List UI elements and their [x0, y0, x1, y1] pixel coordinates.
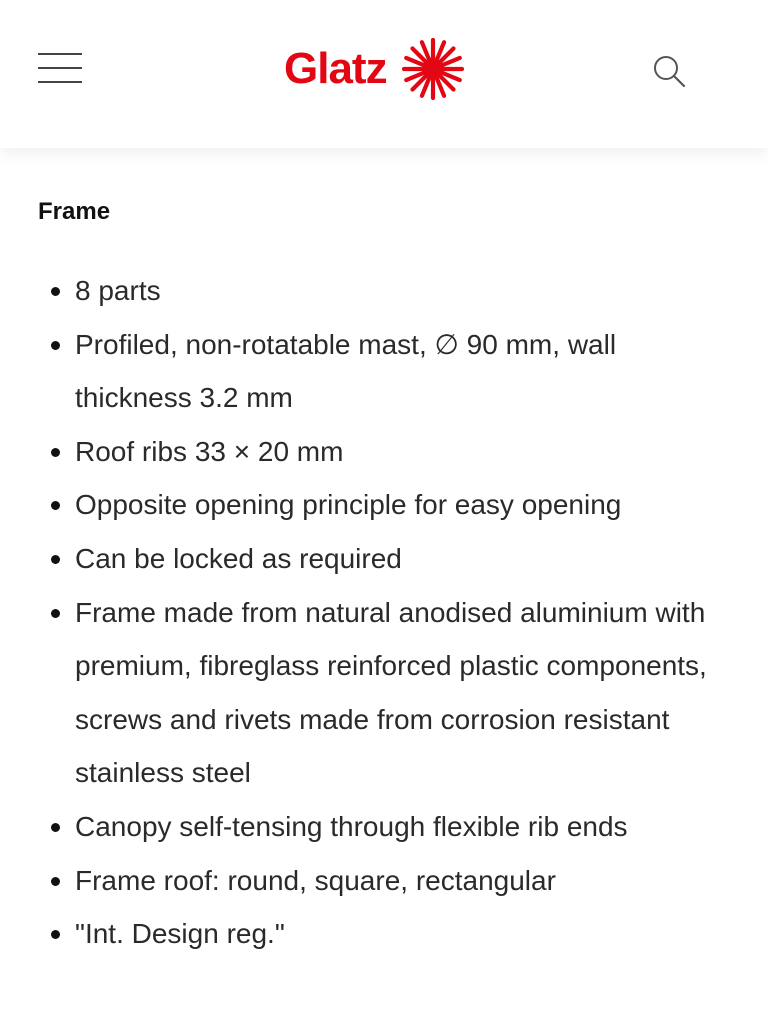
spec-list [38, 264, 738, 961]
list-item: 8 parts [38, 264, 738, 318]
bullet-icon [51, 287, 60, 296]
frame-specs-section [38, 190, 738, 961]
bullet-icon [51, 823, 60, 832]
bullet-icon [51, 501, 60, 510]
list-item: "Int. Design reg." [38, 907, 738, 961]
list-item: Profiled, non-rotatable mast, ∅ 90 mm, wall thickness 3.2 mm [38, 318, 738, 425]
list-item: Canopy self-tensing through flexible rib ends [38, 800, 738, 854]
sunburst-logo-icon [401, 37, 465, 101]
brand-logo[interactable] [284, 34, 465, 104]
list-item: Frame roof: round, square, rectangular [38, 854, 738, 908]
bullet-icon [51, 341, 60, 350]
brand-name: Glatz [284, 44, 387, 93]
bullet-icon [51, 877, 60, 886]
list-item: Roof ribs 33 × 20 mm [38, 425, 738, 479]
list-item: Opposite opening principle for easy opening [38, 478, 738, 532]
section-title: Frame [38, 198, 111, 225]
bullet-icon [51, 555, 60, 564]
site-header [0, 0, 768, 148]
bullet-icon [51, 609, 60, 618]
hamburger-menu-icon[interactable] [36, 48, 84, 88]
list-item: Frame made from natural anodised aluminium with premium, fibreglass reinforced plastic components, screws and rivets made from corrosion resistant stainless steel [38, 586, 738, 800]
bullet-icon [51, 930, 60, 939]
list-item: Can be locked as required [38, 532, 738, 586]
search-icon[interactable] [648, 50, 690, 92]
bullet-icon [51, 448, 60, 457]
